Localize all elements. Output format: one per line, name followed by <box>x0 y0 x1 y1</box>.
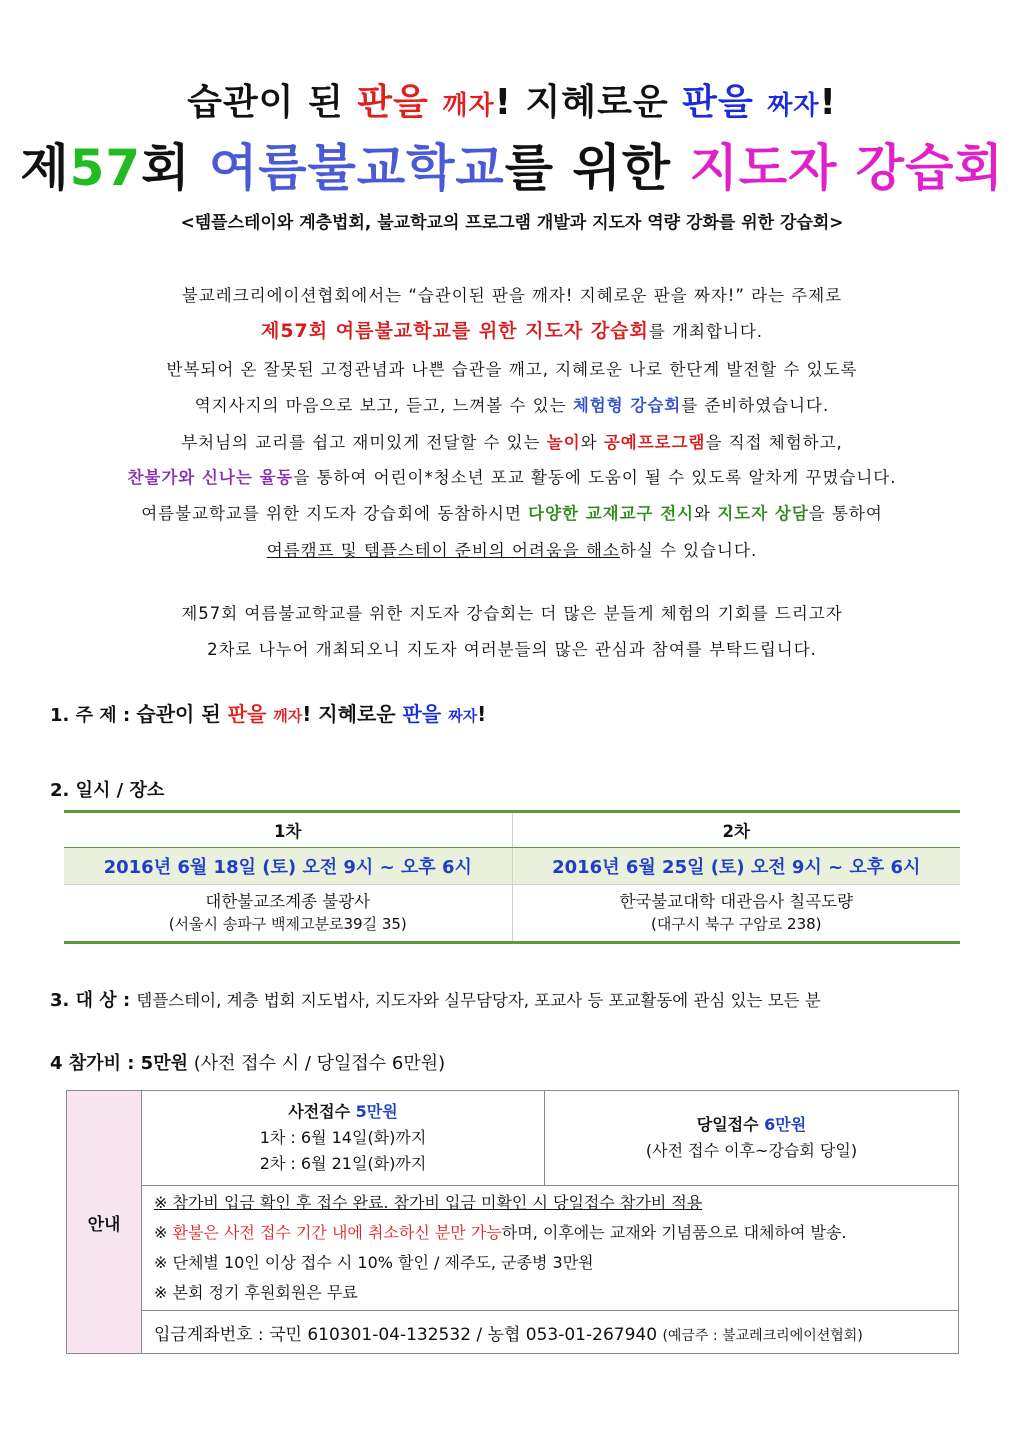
intro-line <box>0 464 1024 488</box>
slogan-part: 깨자 <box>442 91 495 121</box>
pre-deadline: 2차 : 6월 21일(화)까지 <box>259 1154 427 1173</box>
same-title-text: 당일접수 <box>696 1115 765 1134</box>
schedule-table <box>64 810 960 944</box>
highlight-text: 다양한 교재교구 전시 <box>528 504 695 523</box>
title-part: 를 위한 <box>504 139 690 197</box>
note-text: 하며, 이후에는 교재와 기념품으로 대체하여 발송. <box>501 1223 847 1242</box>
refund-highlight: 환불은 사전 접수 기간 내에 취소하신 분만 가능 <box>172 1223 502 1242</box>
same-amount: 6만원 <box>764 1115 807 1134</box>
intro-line <box>0 537 1024 561</box>
table-header: 1차 <box>64 812 512 848</box>
intro-text: 부처님의 교리를 쉽고 재미있게 전달할 수 있는 <box>181 433 547 452</box>
note-line <box>154 1218 946 1248</box>
table-row <box>64 885 960 943</box>
section-theme <box>50 698 486 727</box>
intro-line <box>0 392 1024 416</box>
section-label: 1. 주 제 : <box>50 705 137 726</box>
intro-text: 을 통하여 어린이*청소년 포교 활동에 도움이 될 수 있도록 알차게 꾸몄습니다. <box>293 468 897 487</box>
note-line: ※ 본회 정기 후원회원은 무료 <box>154 1283 358 1302</box>
section-label: 3. 대 상 : <box>50 990 137 1011</box>
table-row <box>64 812 960 848</box>
date-cell: 2016년 6월 18일 (토) 오전 9시 ~ 오후 6시 <box>64 848 512 885</box>
section-label: 4 참가비 : 5만원 <box>50 1053 188 1074</box>
intro-line: 불교레크리에이션협회에서는 “습관이된 판을 깨자! 지혜로운 판을 짜자!” 라는 주제로 <box>181 286 843 305</box>
title-part: 회 <box>141 139 209 197</box>
table-row <box>67 1186 959 1311</box>
same-note: (사전 접수 이후~강습회 당일) <box>645 1141 858 1160</box>
place-address: (서울시 송파구 백제고분로39길 35) <box>168 915 407 933</box>
pre-deadline: 1차 : 6월 14일(화)까지 <box>259 1128 427 1147</box>
page-title <box>0 128 1024 200</box>
date-cell: 2016년 6월 25일 (토) 오전 9시 ~ 오후 6시 <box>512 848 960 885</box>
title-part: 여름불교학교 <box>208 139 505 197</box>
table-row <box>67 1091 959 1186</box>
pre-amount: 5만원 <box>355 1102 398 1121</box>
section-fee <box>50 1049 445 1075</box>
intro-text: 을 통하여 <box>808 504 883 523</box>
title-part: 제 <box>20 139 70 197</box>
pre-title-text: 사전접수 <box>288 1102 356 1121</box>
theme-part: 판을 <box>402 702 449 726</box>
fee-table <box>66 1090 959 1354</box>
place-name: 한국불교대학 대관음사 칠곡도량 <box>619 892 854 911</box>
intro-text: 를 준비하였습니다. <box>681 396 830 415</box>
pre-title <box>143 1099 543 1125</box>
theme-part: 짜자 <box>448 707 478 725</box>
table-row <box>67 1311 959 1354</box>
underlined-text: 여름캠프 및 템플스테이 준비의 어려움을 해소 <box>266 541 620 560</box>
intro-line <box>0 316 1024 343</box>
same-day-cell <box>545 1091 959 1186</box>
account-cell <box>142 1311 959 1354</box>
account-numbers: 입금계좌번호 : 국민 610301-04-132532 / 농협 053-01-267940 <box>154 1324 663 1345</box>
intro-text: 와 <box>694 504 718 523</box>
title-part: 지도자 강습회 <box>689 139 1004 197</box>
slogan-part: 판을 <box>682 82 768 123</box>
place-address: (대구시 북구 구암로 238) <box>650 915 822 933</box>
slogan-part: 습관이 된 <box>187 82 358 123</box>
table-row <box>64 848 960 885</box>
highlight-text: 체험형 강습회 <box>572 396 682 415</box>
table-header: 2차 <box>512 812 960 848</box>
headline-slogan <box>0 74 1024 125</box>
slogan-part: 판을 <box>357 82 443 123</box>
intro-text: 역지사지의 마음으로 보고, 듣고, 느껴볼 수 있는 <box>194 396 573 415</box>
intro-line <box>0 429 1024 453</box>
note-line: ※ 단체별 10인 이상 접수 시 10% 할인 / 제주도, 군종병 3만원 <box>154 1253 594 1272</box>
slogan-part: 짜자 <box>767 91 820 121</box>
section-target <box>50 986 821 1012</box>
note-text: ※ <box>154 1223 173 1242</box>
theme-part: ! <box>477 702 487 726</box>
target-text: 템플스테이, 계층 법회 지도법사, 지도자와 실무담당자, 포교사 등 포교활동에 관심 있는 모든 분 <box>136 991 821 1010</box>
theme-part: 깨자 <box>273 707 303 725</box>
slogan-part: ! <box>819 82 837 123</box>
guide-label: 안내 <box>67 1091 142 1354</box>
intro-line: 반복되어 온 잘못된 고정관념과 나쁜 습관을 깨고, 지혜로운 나로 한단계 발전할 수 있도록 <box>166 360 858 379</box>
intro-line: 제57회 여름불교학교를 위한 지도자 강습회는 더 많은 분들게 체험의 기회를 드리고자 <box>181 604 843 623</box>
notes-cell <box>142 1186 959 1311</box>
highlight-text: 지도자 상담 <box>717 504 809 523</box>
subtitle: <템플스테이와 계층법회, 불교학교의 프로그램 개발과 지도자 역량 강화를 위한 강습회> <box>180 213 844 233</box>
theme-part: ! 지혜로운 <box>302 702 403 726</box>
place-cell <box>512 885 960 943</box>
fee-note: (사전 접수 시 / 당일접수 6만원) <box>188 1053 446 1074</box>
intro-text: 을 직접 체험하고, <box>705 433 843 452</box>
pre-registration-cell <box>142 1091 545 1186</box>
section-schedule-label: 2. 일시 / 장소 <box>50 780 165 801</box>
place-cell <box>64 885 512 943</box>
account-holder: (예금주 : 불교레크리에이션협회) <box>662 1327 863 1344</box>
intro-text: 를 개최합니다. <box>648 322 764 341</box>
note-line: ※ 참가비 입금 확인 후 접수 완료. 참가비 입금 미확인 시 당일접수 참가비 적용 <box>154 1193 703 1212</box>
same-title <box>546 1112 957 1138</box>
slogan-part: ! 지혜로운 <box>494 82 683 123</box>
intro-text: 여름불교학교를 위한 지도자 강습회에 동참하시면 <box>141 504 529 523</box>
intro-line <box>0 500 1024 524</box>
theme-part: 습관이 된 <box>136 702 228 726</box>
highlight-text: 공예프로그램 <box>603 433 706 452</box>
highlight-text: 놀이 <box>546 433 581 452</box>
intro-line: 2차로 나누어 개최되오니 지도자 여러분들의 많은 관심과 참여를 부탁드립니다. <box>207 640 817 659</box>
theme-part: 판을 <box>227 702 274 726</box>
intro-text: 와 <box>580 433 604 452</box>
place-name: 대한불교조계종 불광사 <box>205 892 371 911</box>
highlight-text: 제57회 여름불교학교를 위한 지도자 강습회 <box>260 320 649 342</box>
highlight-text: 찬불가와 신나는 율동 <box>127 468 294 487</box>
title-part: 57 <box>69 139 142 197</box>
intro-text: 하실 수 있습니다. <box>619 541 758 560</box>
